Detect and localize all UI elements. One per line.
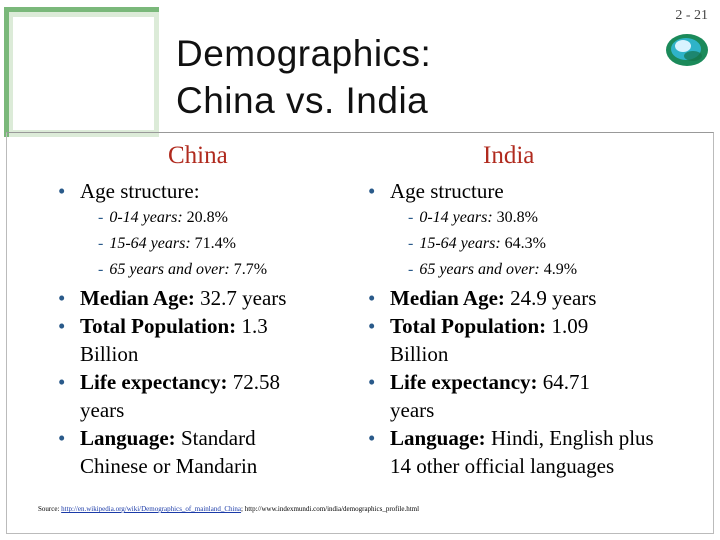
india-language: • Language: Hindi, English plus 14 other official languages — [368, 426, 654, 478]
india-total-population: • Total Population: 1.09 Billion — [368, 314, 589, 366]
china-total-population: • Total Population: 1.3 Billion — [58, 314, 268, 366]
india-heading: India — [483, 142, 535, 169]
india-age-item: - 15-64 years: 64.3% — [408, 235, 546, 252]
india-age-item: - 0-14 years: 30.8% — [408, 209, 538, 226]
decorative-frame-inner — [13, 17, 154, 130]
bullet-icon: • — [368, 426, 376, 450]
logo-icon — [664, 32, 710, 68]
china-median-age: • Median Age: 32.7 years — [58, 286, 287, 310]
india-life-expectancy: • Life expectancy: 64.71 years — [368, 370, 591, 422]
china-age-item: - 0-14 years: 20.8% — [98, 209, 228, 226]
title-line-2: China vs. India — [176, 80, 429, 121]
bullet-icon: • — [368, 370, 376, 394]
bullet-icon: • — [368, 179, 376, 203]
page-title — [176, 30, 431, 124]
india-age-item: - 65 years and over: 4.9% — [408, 261, 578, 278]
bullet-icon: • — [58, 179, 66, 203]
china-heading: China — [168, 142, 228, 169]
bullet-icon: • — [368, 314, 376, 338]
bullet-icon: • — [58, 314, 66, 338]
china-language: • Language: Standard Chinese or Mandarin — [58, 426, 258, 478]
source-link-indexmundi[interactable]: ; http://www.indexmundi.com/india/demographics_profile.html — [241, 505, 420, 513]
source-link-wikipedia[interactable]: http://en.wikipedia.org/wiki/Demographics_of_mainland_China — [61, 505, 242, 513]
bullet-icon: • — [368, 286, 376, 310]
china-life-expectancy: • Life expectancy: 72.58 years — [58, 370, 281, 422]
bullet-icon: • — [58, 426, 66, 450]
china-age-item: - 15-64 years: 71.4% — [98, 235, 236, 252]
bullet-icon: • — [58, 286, 66, 310]
bullet-icon: • — [58, 370, 66, 394]
china-age-item: - 65 years and over: 7.7% — [98, 261, 268, 278]
india-median-age: • Median Age: 24.9 years — [368, 286, 597, 310]
source-citation: Source: http://en.wikipedia.org/wiki/Demographics_of_mainland_China; http://www.indexmundi.com/india/demographics_profile.html — [38, 505, 420, 513]
title-line-1: Demographics: — [176, 33, 432, 74]
china-age-structure: • Age structure: — [58, 179, 200, 203]
page-number: 2 - 21 — [675, 8, 708, 23]
india-age-structure: • Age structure — [368, 179, 504, 203]
